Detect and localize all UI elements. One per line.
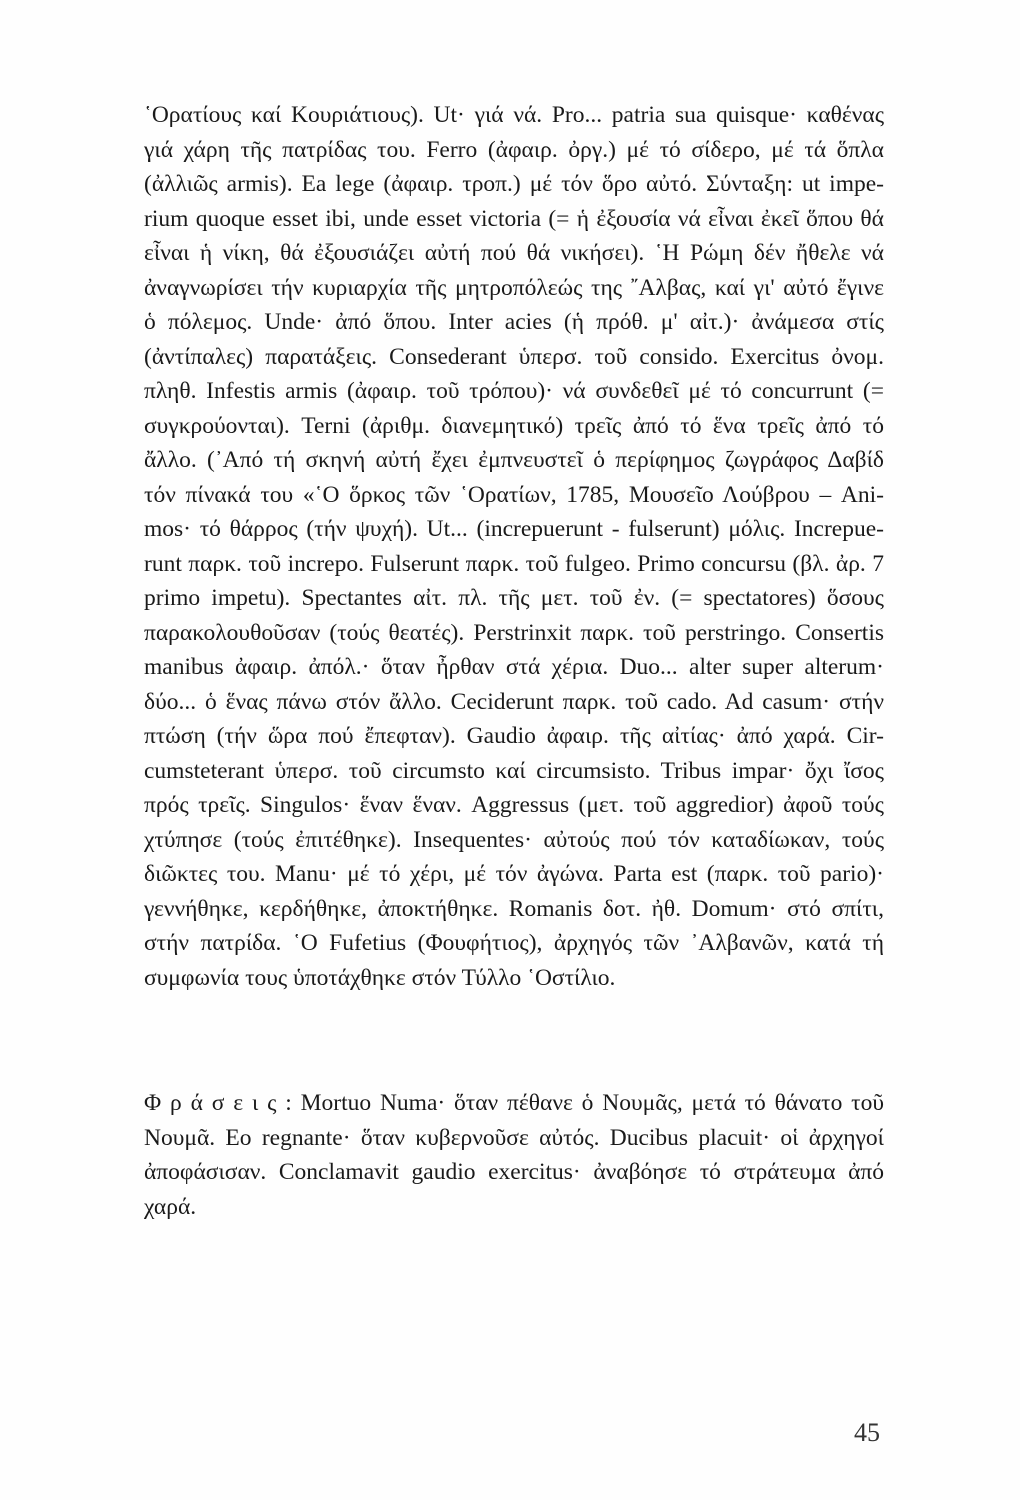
text-line: στήν πατρίδα. ῾Ο Fufetius (Φουφήτιος), ἀρχηγός τῶν ᾿Αλβανῶν, κατά τή	[144, 930, 884, 956]
text-line: ἀναγνωρίσει τήν κυριαρχία τῆς μητροπόλεώς της ῎Αλβας, καί γι' αὐτό ἔγινε	[144, 274, 884, 301]
text-line: (ἀντίπαλες) παρατάξεις. Consederant ὑπερσ. τοῦ consido. Exercitus ὀνομ.	[144, 343, 884, 370]
text-line: πρός τρεῖς. Singulos· ἕναν ἕναν. Aggressus (μετ. τοῦ aggredior) ἀφοῦ τούς	[144, 792, 884, 818]
text-line: ἀποφάσισαν. Conclamavit gaudio exercitus· ἀναβόησε τό στράτευμα ἀπό	[144, 1159, 884, 1185]
text-line: τόν πίνακά του «῾Ο ὅρκος τῶν ῾Ορατίων, 1785, Μουσεῖο Λούβρου – Ani-	[144, 481, 884, 508]
page-number: 45	[854, 1418, 880, 1447]
text-line: ἄλλο. (᾿Από τή σκηνή αὐτή ἔχει ἐμπνευστεῖ ὁ περίφημος ζωγράφος Δαβίδ	[144, 447, 884, 473]
text-line: πτώση (τήν ὥρα πού ἔπεφταν). Gaudio ἀφαιρ. τῆς αἰτίας· ἀπό χαρά. Cir-	[144, 723, 884, 749]
text-line: cumsteterant ὑπερσ. τοῦ circumsto καί circumsisto. Tribus impar· ὄχι ἴσος	[144, 757, 884, 784]
text-line: primo impetu). Spectantes αἰτ. πλ. τῆς μετ. τοῦ ἐν. (= spectatores) ὅσους	[144, 585, 884, 611]
text-line: γεννήθηκε, κερδήθηκε, ἀποκτήθηκε. Romanis δοτ. ἠθ. Domum· στό σπίτι,	[144, 895, 884, 922]
text-line: manibus ἀφαιρ. ἀπόλ.· ὅταν ἦρθαν στά χέρια. Duo... alter super alterum·	[144, 654, 884, 680]
text-line: χτύπησε (τούς ἐπιτέθηκε). Insequentes· αὐτούς πού τόν καταδίωκαν, τούς	[144, 826, 884, 853]
text-line: γιά χάρη τῆς πατρίδας του. Ferro (ἀφαιρ. ὀργ.) μέ τό σίδερο, μέ τά ὅπλα	[144, 136, 884, 163]
text-line: Νουμᾶ. Eo regnante· ὅταν κυβερνοῦσε αὐτός. Ducibus placuit· οἱ ἀρχηγοί	[144, 1124, 884, 1151]
text-line: ὁ πόλεμος. Unde· ἀπό ὅπου. Inter acies (ἡ πρόθ. μ' αἰτ.)· ἀνάμεσα στίς	[144, 309, 884, 335]
text-line: παρακολουθοῦσαν (τούς θεατές). Perstrinxit παρκ. τοῦ perstringo. Consertis	[144, 619, 884, 646]
text-line: διῶκτες του. Manu· μέ τό χέρι, μέ τόν ἀγώνα. Parta est (παρκ. τοῦ pario)·	[144, 861, 884, 887]
phrases-paragraph	[144, 1086, 884, 1224]
commentary-paragraph	[144, 98, 884, 995]
text-line: (ἀλλιῶς armis). Ea lege (ἀφαιρ. τροπ.) μέ τόν ὅρο αὐτό. Σύνταξη: ut impe-	[144, 171, 884, 197]
text-line: ῾Ορατίους καί Κουριάτιους). Ut· γιά νά. Pro... patria sua quisque· καθένας	[144, 102, 884, 128]
text-line: runt παρκ. τοῦ increpo. Fulserunt παρκ. τοῦ fulgeo. Primo concursu (βλ. ἀρ. 7	[144, 550, 884, 577]
text-line: συγκρούονται). Terni (ἀριθμ. διανεμητικό) τρεῖς ἀπό τό ἕνα τρεῖς ἀπό τό	[144, 412, 884, 439]
text-line: δύο... ὁ ἕνας πάνω στόν ἄλλο. Ceciderunt παρκ. τοῦ cado. Ad casum· στήν	[144, 688, 884, 715]
text-line: Φ ρ ά σ ε ι ς : Mortuo Numa· ὅταν πέθανε ὁ Νουμᾶς, μετά τό θάνατο τοῦ	[144, 1090, 884, 1116]
text-line: εἶναι ἡ νίκη, θά ἐξουσιάζει αὐτή πού θά νικήσει). ῾Η Ρώμη δέν ἤθελε νά	[144, 240, 884, 266]
text-line: χαρά.	[144, 1193, 197, 1220]
text-line: mos· τό θάρρος (τήν ψυχή). Ut... (increpuerunt - fulserunt) μόλις. Increpue-	[144, 516, 884, 542]
text-line: συμφωνία τους ὑποτάχθηκε στόν Τύλλο ῾Οστίλιο.	[144, 964, 616, 991]
text-line: πληθ. Infestis armis (ἀφαιρ. τοῦ τρόπου)· νά συνδεθεῖ μέ τό concurrunt (=	[144, 378, 884, 404]
text-line: rium quoque esset ibi, unde esset victoria (= ἡ ἐξουσία νά εἶναι ἐκεῖ ὅπου θά	[144, 205, 884, 232]
